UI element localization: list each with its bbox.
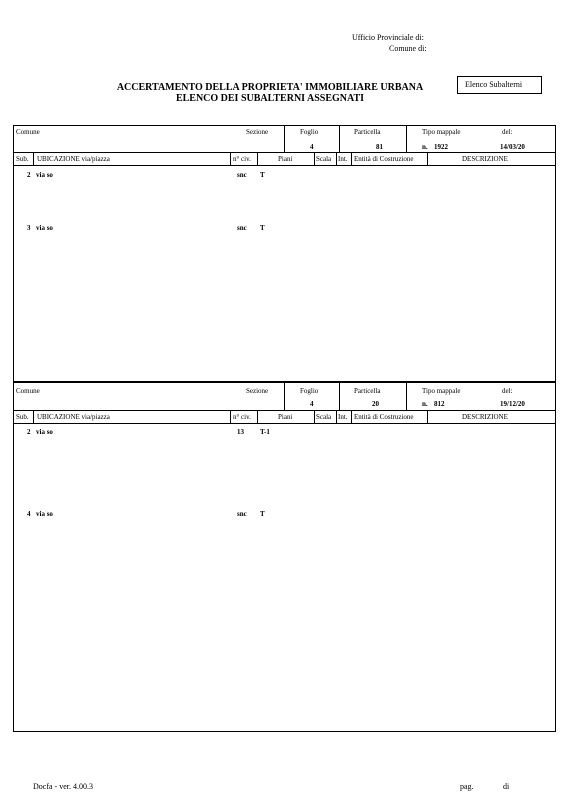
divider	[339, 126, 340, 152]
badge-label: Elenco Subalterni	[465, 80, 523, 89]
ubicazione-col-header: UBICAZIONE via/piazza	[37, 155, 110, 163]
civ-value: snc	[237, 510, 247, 518]
tipo-mappale-n-label: n.	[422, 143, 428, 151]
int-col-header: Int.	[338, 155, 348, 163]
del-value: 14/03/20	[500, 143, 525, 151]
tipo-mappale-value: 1922	[434, 143, 448, 151]
sub-value: 2	[27, 171, 31, 179]
divider	[314, 410, 315, 423]
entita-col-header: Entità di Costruzione	[354, 155, 414, 163]
civ-value: snc	[237, 224, 247, 232]
tipo-mappale-value: 812	[434, 400, 445, 408]
divider	[314, 152, 315, 165]
foglio-value: 4	[310, 400, 314, 408]
divider	[33, 152, 34, 165]
sezione-col-header: Sezione	[246, 128, 269, 136]
via-value: via so	[36, 171, 53, 179]
entita-col-header: Entità di Costruzione	[354, 413, 414, 421]
descrizione-col-header: DESCRIZIONE	[462, 413, 508, 421]
divider	[351, 410, 352, 423]
descrizione-col-header: DESCRIZIONE	[462, 155, 508, 163]
piani-value: T	[260, 510, 265, 518]
di-label: di	[503, 782, 510, 791]
piani-col-header: Piani	[278, 155, 293, 163]
ubicazione-col-header: UBICAZIONE via/piazza	[37, 413, 110, 421]
divider	[336, 410, 337, 423]
scala-col-header: Scala	[316, 413, 332, 421]
particella-value: 20	[372, 400, 379, 408]
sub-value: 4	[27, 510, 31, 518]
comune-label: Comune di:	[389, 44, 427, 53]
elenco-subalterni-badge	[457, 76, 542, 94]
divider	[14, 152, 555, 153]
sub-value: 3	[27, 224, 31, 232]
via-value: via so	[36, 428, 53, 436]
section-2	[13, 382, 556, 732]
civ-col-header: n° civ.	[233, 413, 251, 421]
civ-value: snc	[237, 171, 247, 179]
page-title: ACCERTAMENTO DELLA PROPRIETA' IMMOBILIARE URBANA	[116, 82, 424, 93]
particella-col-header: Particella	[354, 128, 381, 136]
del-value: 19/12/20	[500, 400, 525, 408]
particella-value: 81	[376, 143, 383, 151]
foglio-col-header: Foglio	[300, 128, 319, 136]
tipo-mappale-n-label: n.	[422, 400, 428, 408]
divider	[230, 152, 231, 165]
divider	[427, 410, 428, 423]
scala-col-header: Scala	[316, 155, 332, 163]
piani-value: T-1	[260, 428, 270, 436]
del-col-header: del:	[502, 387, 513, 395]
divider	[284, 126, 285, 152]
via-value: via so	[36, 224, 53, 232]
pag-label: pag.	[460, 782, 474, 791]
civ-col-header: n° civ.	[233, 155, 251, 163]
divider	[33, 410, 34, 423]
divider	[351, 152, 352, 165]
via-value: via so	[36, 510, 53, 518]
sub-col-header: Sub.	[16, 413, 29, 421]
int-col-header: Int.	[338, 413, 348, 421]
divider	[14, 165, 555, 166]
piani-value: T	[260, 224, 265, 232]
sub-value: 2	[27, 428, 31, 436]
tipo-mappale-col-header: Tipo mappale	[422, 387, 461, 395]
sezione-col-header: Sezione	[246, 387, 269, 395]
del-col-header: del:	[502, 128, 513, 136]
foglio-col-header: Foglio	[300, 387, 319, 395]
comune-col-header: Comune	[16, 128, 40, 136]
piani-col-header: Piani	[278, 413, 293, 421]
tipo-mappale-col-header: Tipo mappale	[422, 128, 461, 136]
divider	[257, 410, 258, 423]
piani-value: T	[260, 171, 265, 179]
divider	[339, 383, 340, 410]
divider	[284, 383, 285, 410]
civ-value: 13	[237, 428, 244, 436]
version-label: Docfa - ver. 4.00.3	[33, 782, 93, 791]
comune-col-header: Comune	[16, 387, 40, 395]
foglio-value: 4	[310, 143, 314, 151]
divider	[336, 152, 337, 165]
divider	[406, 383, 407, 410]
divider	[257, 152, 258, 165]
divider	[427, 152, 428, 165]
divider	[14, 410, 555, 411]
ufficio-provinciale-label: Ufficio Provinciale di:	[352, 33, 424, 42]
divider	[406, 126, 407, 152]
divider	[230, 410, 231, 423]
divider	[14, 423, 555, 424]
particella-col-header: Particella	[354, 387, 381, 395]
page-subtitle: ELENCO DEI SUBALTERNI ASSEGNATI	[175, 93, 365, 104]
section-1	[13, 125, 556, 382]
sub-col-header: Sub.	[16, 155, 29, 163]
